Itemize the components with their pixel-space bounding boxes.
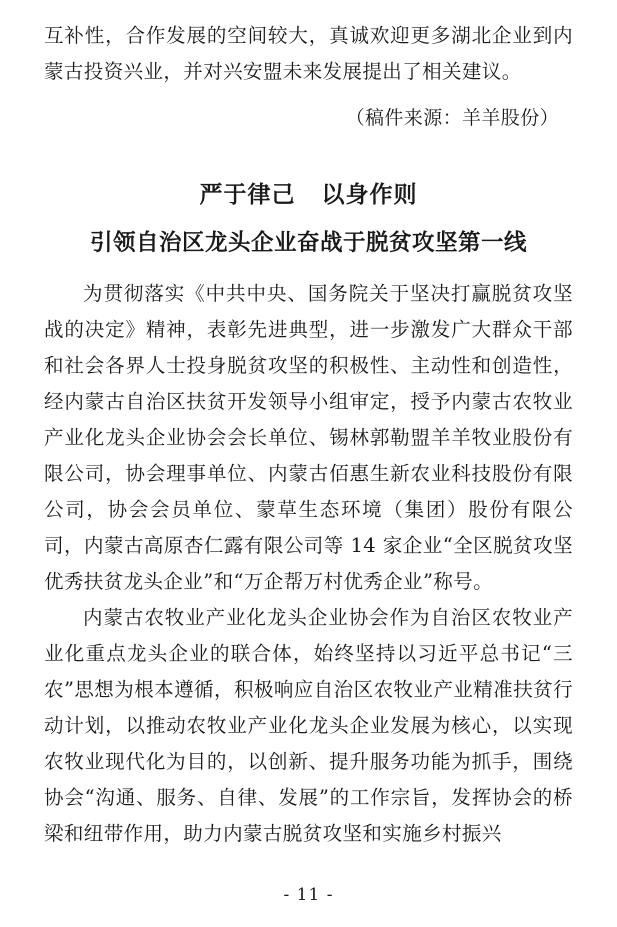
article-body bbox=[44, 276, 573, 852]
article-paragraph-2: 内蒙古农牧业产业化龙头企业协会作为自治区农牧业产业化重点龙头企业的联合体，始终坚持以习近平总书记“三农”思想为根本遵循，积极响应自治区农牧业产业精准扶贫行动计划，以推动农牧业产业化龙头企业发展为核心，以实现农牧业现代化为目的，以创新、提升服务功能为抓手，围绕协会“沟通、服务、自律、发展”的工作宗旨，发挥协会的桥梁和纽带作用，助力内蒙古脱贫攻坚和实施乡村振兴 bbox=[44, 606, 573, 845]
continued-paragraph: 互补性，合作发展的空间较大，真诚欢迎更多湖北企业到内蒙古投资兴业，并对兴安盟未来发展提出了相关建议。 bbox=[44, 24, 573, 83]
article-paragraph-1: 为贯彻落实《中共中央、国务院关于坚决打赢脱贫攻坚战的决定》精神，表彰先进典型，进一步激发广大群众干部和社会各界人士投身脱贫攻坚的积极性、主动性和创造性，经内蒙古自治区扶贫开发领导小组审定，授予内蒙古农牧业产业化龙头企业协会会长单位、锡林郭勒盟羊羊牧业股份有限公司，协会理事单位、内蒙古佰惠生新农业科技股份有限公司，协会会员单位、蒙草生态环境（集团）股份有限公司，内蒙古高原杏仁露有限公司等 14 家企业“全区脱贫攻坚优秀扶贫龙头企业”和“万企帮万村优秀企业”称号。 bbox=[44, 282, 573, 593]
page-number: - 11 - bbox=[283, 885, 334, 905]
article-subtitle: 引领自治区龙头企业奋战于脱贫攻坚第一线 bbox=[89, 230, 527, 256]
article-title-main bbox=[44, 178, 573, 212]
source-note: （稿件来源：羊羊股份） bbox=[345, 107, 559, 129]
article-title-main-part2: 以身作则 bbox=[321, 181, 418, 208]
article-title-main-part1: 严于律己 bbox=[199, 181, 296, 208]
